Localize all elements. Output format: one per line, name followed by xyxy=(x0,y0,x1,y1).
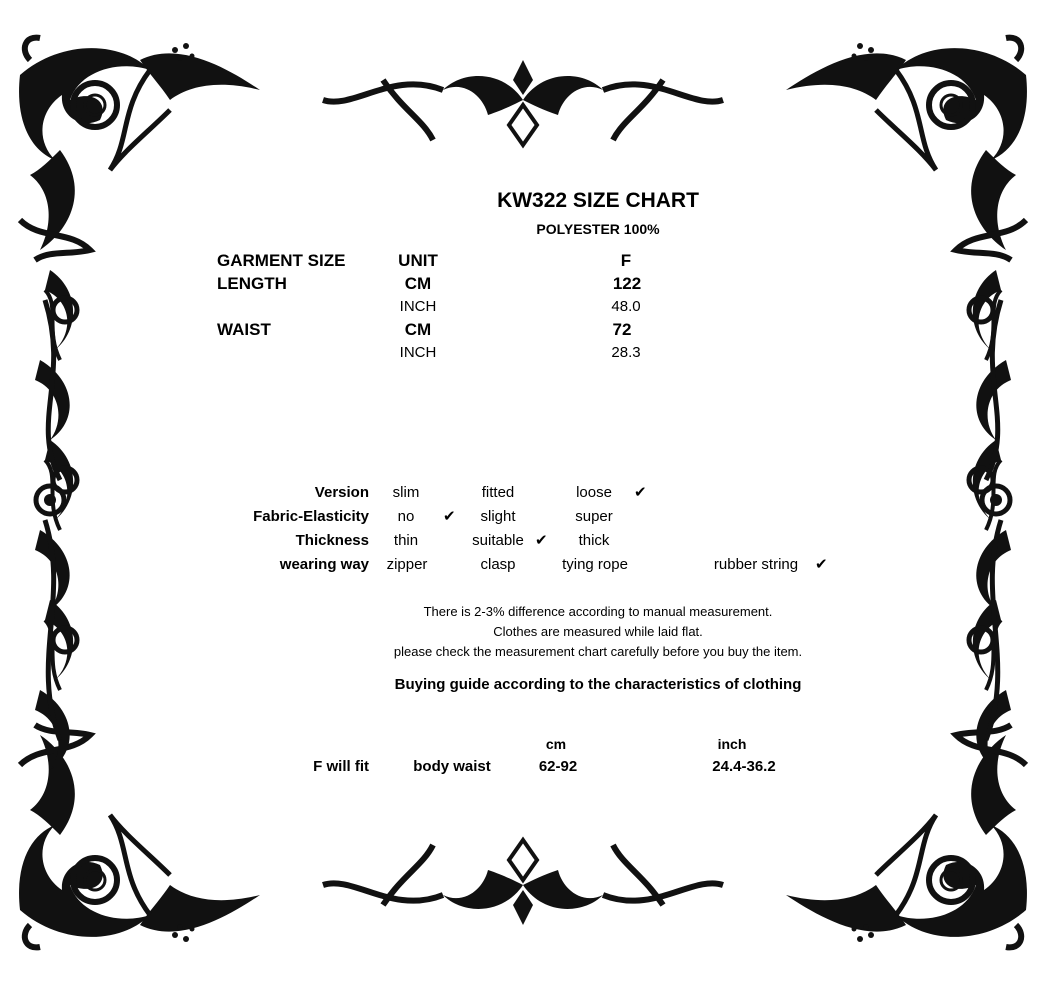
option-super: super xyxy=(575,508,613,525)
material-text: POLYESTER 100% xyxy=(536,221,660,237)
option-thin: thin xyxy=(393,532,419,549)
option-tying-rope: tying rope xyxy=(562,556,628,573)
row-waist-label: WAIST xyxy=(217,320,271,339)
row-waist-value-cm: 72 xyxy=(612,320,632,339)
guide-row-measure: body waist xyxy=(413,758,491,775)
check-mark-icon: ✔ xyxy=(443,508,456,525)
header-garment-size: GARMENT SIZE xyxy=(217,251,346,270)
option-suitable: suitable xyxy=(472,532,524,549)
option-zipper: zipper xyxy=(386,556,428,573)
row-length-label: LENGTH xyxy=(217,274,287,293)
check-mark-icon: ✔ xyxy=(815,556,828,573)
note-laid-flat: Clothes are measured while laid flat. xyxy=(493,624,703,639)
row-length-unit-inch: INCH xyxy=(399,298,437,315)
check-mark-icon: ✔ xyxy=(634,484,647,501)
row-length-value-cm: 122 xyxy=(612,274,642,293)
option-thick: thick xyxy=(578,532,610,549)
option-slight: slight xyxy=(480,508,516,525)
header-size-f: F xyxy=(620,251,632,270)
guide-range-cm: 62-92 xyxy=(538,758,578,775)
option-clasp: clasp xyxy=(480,556,516,573)
label-version: Version xyxy=(314,484,369,501)
check-mark-icon: ✔ xyxy=(535,532,548,549)
option-slim: slim xyxy=(392,484,420,501)
guide-col-inch: inch xyxy=(717,736,747,752)
guide-row-label: F will fit xyxy=(313,758,369,775)
row-waist-unit-inch: INCH xyxy=(399,344,437,361)
guide-range-inch: 24.4-36.2 xyxy=(712,758,776,775)
label-thickness: Thickness xyxy=(295,532,369,549)
option-rubber-string: rubber string xyxy=(713,556,799,573)
label-fabric-elasticity: Fabric-Elasticity xyxy=(253,508,369,525)
note-check-chart: please check the measurement chart carefully before you buy the item. xyxy=(393,644,803,659)
guide-col-cm: cm xyxy=(545,736,567,752)
note-difference: There is 2-3% difference according to manual measurement. xyxy=(423,604,773,619)
chart-title: KW322 SIZE CHART xyxy=(497,189,699,212)
label-wearing-way: wearing way xyxy=(279,556,369,573)
row-length-unit-cm: CM xyxy=(404,274,432,293)
row-length-value-inch: 48.0 xyxy=(611,298,641,315)
header-unit: UNIT xyxy=(398,251,438,270)
option-loose: loose xyxy=(576,484,612,501)
frame-corner-top-left xyxy=(19,38,260,260)
option-no: no xyxy=(397,508,415,525)
option-fitted: fitted xyxy=(481,484,515,501)
row-waist-value-inch: 28.3 xyxy=(611,344,641,361)
guide-heading: Buying guide according to the characteristics of clothing xyxy=(394,676,802,693)
row-waist-unit-cm: CM xyxy=(404,320,432,339)
